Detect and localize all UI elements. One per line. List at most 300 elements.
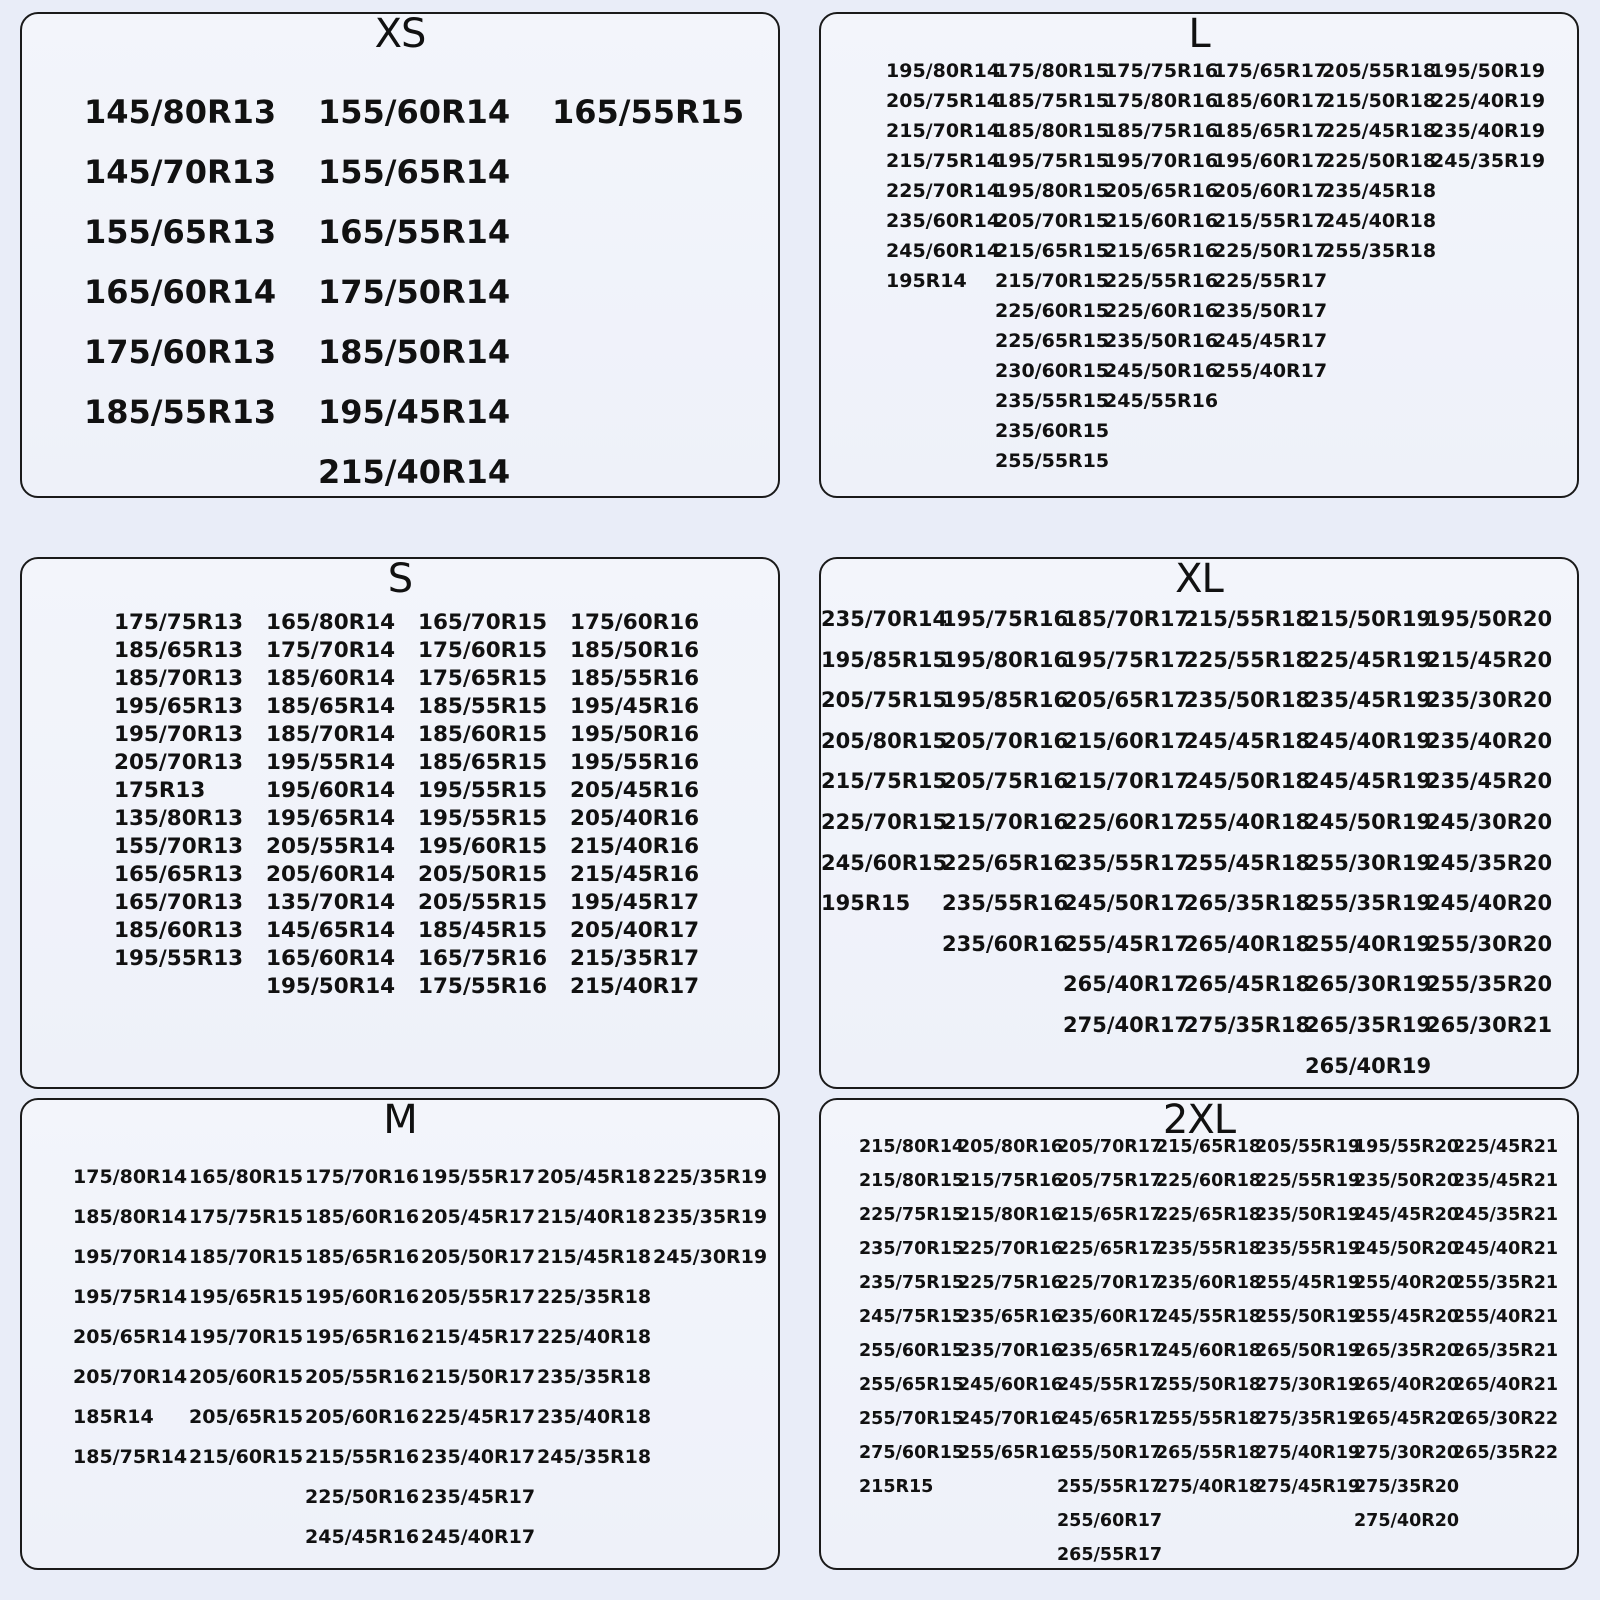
tire-size: 225/55R19: [1255, 1171, 1361, 1191]
tire-size: 245/60R18: [1156, 1341, 1262, 1361]
tire-size: 255/35R19: [1305, 891, 1432, 916]
tire-size: 215/45R16: [570, 862, 700, 887]
tire-size: 185/60R13: [114, 918, 244, 943]
tire-size: 195/65R14: [266, 806, 396, 831]
tire-size: 235/70R16: [958, 1341, 1064, 1361]
tire-size: 205/60R17: [1213, 180, 1328, 202]
size-column: [1431, 56, 1546, 476]
tire-size: 185/70R14: [266, 722, 396, 747]
tire-size: 225/75R15: [859, 1205, 965, 1225]
tire-size: 175/70R14: [266, 638, 396, 663]
tire-size: 245/50R20: [1354, 1239, 1460, 1259]
size-column: [305, 1157, 421, 1557]
tire-size: 185/65R15: [418, 750, 548, 775]
tire-size: 205/70R13: [114, 750, 244, 775]
tire-size: 195R15: [821, 891, 911, 916]
tire-size: 215/60R16: [1104, 210, 1219, 232]
tire-size: 205/55R17: [421, 1286, 536, 1308]
tire-size: 215/70R14: [886, 120, 1001, 142]
tire-size: 235/55R15: [995, 390, 1110, 412]
size-column: [114, 609, 266, 1001]
size-panel-m: [20, 1098, 780, 1570]
tire-size: 195/65R16: [305, 1326, 420, 1348]
size-column: [995, 56, 1110, 476]
tire-size: 225/60R18: [1156, 1171, 1262, 1191]
tire-size: 215/40R18: [537, 1206, 652, 1228]
tire-size: 245/60R16: [958, 1375, 1064, 1395]
tire-size: 275/40R17: [1063, 1012, 1190, 1037]
tire-size: 175/70R16: [305, 1166, 420, 1188]
tire-size: 235/35R19: [653, 1206, 768, 1228]
tire-size: 175/80R16: [1104, 90, 1219, 112]
tire-size: 275/35R19: [1255, 1409, 1361, 1429]
size-panel-s: [20, 557, 780, 1089]
tire-size: 265/35R20: [1354, 1341, 1460, 1361]
tire-size: 245/50R18: [1184, 769, 1311, 794]
tire-size: 235/60R16: [942, 931, 1069, 956]
tire-size: 205/45R17: [421, 1206, 536, 1228]
tire-size: 215/65R15: [995, 240, 1110, 262]
size-column: [886, 56, 1001, 476]
tire-size: 245/35R21: [1453, 1205, 1559, 1225]
size-column: [1213, 56, 1328, 476]
tire-size: 215/70R17: [1063, 769, 1190, 794]
tire-size: 255/50R18: [1156, 1375, 1262, 1395]
tire-size: 215/50R19: [1305, 607, 1432, 631]
tire-size: 245/50R17: [1063, 891, 1190, 916]
tire-size: 225/65R18: [1156, 1205, 1262, 1225]
tire-size: 195/50R20: [1426, 607, 1553, 631]
size-column: [570, 609, 722, 1001]
tire-size: 175/60R13: [84, 333, 277, 371]
tire-size: 235/60R17: [1057, 1307, 1163, 1327]
tire-size: 185/65R13: [114, 638, 244, 663]
size-column: [318, 82, 552, 498]
tire-size: 185/60R16: [305, 1206, 420, 1228]
panel-title: M: [383, 1098, 417, 1143]
tire-size: 255/40R21: [1453, 1307, 1559, 1327]
tire-size: 245/30R19: [653, 1246, 768, 1268]
tire-size: 255/40R20: [1354, 1273, 1460, 1293]
tire-size: 215/80R16: [958, 1205, 1064, 1225]
size-panel-xs: [20, 12, 780, 498]
tire-size: 245/60R14: [886, 240, 1001, 262]
tire-size: 185/65R17: [1213, 120, 1328, 142]
tire-size-list: [821, 599, 1553, 1086]
tire-size: 255/30R19: [1305, 850, 1432, 875]
tire-size: 245/70R16: [958, 1409, 1064, 1429]
tire-size: 235/65R16: [958, 1307, 1064, 1327]
tire-size: 225/40R19: [1431, 90, 1546, 112]
tire-size: 185/65R16: [305, 1246, 420, 1268]
tire-size: 155/65R13: [84, 213, 277, 251]
tire-size: 165/80R15: [189, 1166, 304, 1188]
tire-size: 235/60R18: [1156, 1273, 1262, 1293]
tire-size: 255/60R15: [859, 1341, 965, 1361]
tire-size: 215/75R14: [886, 150, 1001, 172]
tire-size: 245/45R18: [1184, 728, 1311, 753]
tire-size: 235/50R20: [1354, 1171, 1460, 1191]
tire-size: 265/40R19: [1305, 1053, 1432, 1078]
size-column: [942, 599, 1069, 1086]
tire-size: 255/45R20: [1354, 1307, 1460, 1327]
tire-size: 195/70R15: [189, 1326, 304, 1348]
tire-size-list: [73, 1157, 769, 1557]
tire-size: 235/35R18: [537, 1366, 652, 1388]
tire-size: 185/45R15: [418, 918, 548, 943]
tire-size: 165/70R13: [114, 890, 244, 915]
tire-size: 245/40R17: [421, 1526, 536, 1548]
tire-size: 265/35R19: [1305, 1012, 1432, 1037]
tire-size: 205/45R16: [570, 778, 700, 803]
tire-size: 225/70R15: [821, 809, 948, 834]
tire-size: 215/75R16: [958, 1171, 1064, 1191]
tire-size: 195/60R14: [266, 778, 396, 803]
tire-size: 175/75R15: [189, 1206, 304, 1228]
tire-size: 245/50R19: [1305, 809, 1432, 834]
tire-size: 245/35R19: [1431, 150, 1546, 172]
tire-size: 195/70R13: [114, 722, 244, 747]
tire-size: 185R14: [73, 1406, 154, 1428]
tire-size: 215/65R17: [1057, 1205, 1163, 1225]
tire-size: 205/65R14: [73, 1326, 188, 1348]
tire-size: 155/65R14: [318, 153, 511, 191]
tire-size: 195/75R15: [995, 150, 1110, 172]
tire-size: 245/55R16: [1104, 390, 1219, 412]
tire-size: 185/55R16: [570, 666, 700, 691]
tire-size: 195/50R16: [570, 722, 700, 747]
tire-size: 225/70R17: [1057, 1273, 1163, 1293]
tire-size: 215/70R15: [995, 270, 1110, 292]
tire-size: 205/55R18: [1322, 60, 1437, 82]
tire-size: 255/55R17: [1057, 1477, 1163, 1497]
tire-size: 255/50R19: [1255, 1307, 1361, 1327]
tire-size: 275/35R18: [1184, 1012, 1311, 1037]
tire-size: 255/30R20: [1426, 931, 1553, 956]
tire-size: 195/70R14: [73, 1246, 188, 1268]
tire-size: 245/50R16: [1104, 360, 1219, 382]
tire-size: 265/50R19: [1255, 1341, 1361, 1361]
tire-size: 225/75R16: [958, 1273, 1064, 1293]
tire-size: 245/30R20: [1426, 809, 1553, 834]
tire-size: 195/80R14: [886, 60, 1001, 82]
tire-size: 225/45R21: [1453, 1137, 1559, 1157]
size-column: [1156, 1130, 1262, 1570]
tire-size: 225/55R16: [1104, 270, 1219, 292]
size-column: [421, 1157, 537, 1557]
tire-size-list: [84, 82, 780, 498]
tire-size: 185/70R17: [1063, 607, 1190, 631]
tire-size: 225/65R16: [942, 850, 1069, 875]
tire-size: 255/70R15: [859, 1409, 965, 1429]
tire-size: 225/45R18: [1322, 120, 1437, 142]
tire-size: 245/55R18: [1156, 1307, 1262, 1327]
tire-size: 245/45R19: [1305, 769, 1432, 794]
tire-size: 265/55R18: [1156, 1443, 1262, 1463]
tire-size: 275/35R20: [1354, 1477, 1460, 1497]
tire-size: 225/55R17: [1213, 270, 1328, 292]
tire-size: 205/80R15: [821, 728, 948, 753]
tire-size: 235/45R21: [1453, 1171, 1559, 1191]
tire-size: 265/30R21: [1426, 1012, 1553, 1037]
tire-size: 215/40R17: [570, 974, 700, 999]
tire-size: 185/65R14: [266, 694, 396, 719]
tire-size: 185/55R13: [84, 393, 277, 431]
tire-size: 185/70R13: [114, 666, 244, 691]
tire-size: 185/80R15: [995, 120, 1110, 142]
tire-size: 195/80R15: [995, 180, 1110, 202]
tire-size: 195/65R13: [114, 694, 244, 719]
tire-size: 185/50R16: [570, 638, 700, 663]
tire-size: 215/60R15: [189, 1446, 304, 1468]
tire-size: 235/50R16: [1104, 330, 1219, 352]
tire-size: 225/60R17: [1063, 809, 1190, 834]
tire-size: 275/30R19: [1255, 1375, 1361, 1395]
tire-size: 205/40R17: [570, 918, 700, 943]
tire-size: 275/60R15: [859, 1443, 965, 1463]
tire-size: 245/45R20: [1354, 1205, 1460, 1225]
tire-size: 225/70R14: [886, 180, 1001, 202]
tire-size: 245/40R20: [1426, 891, 1553, 916]
tire-size: 275/40R19: [1255, 1443, 1361, 1463]
tire-size: 225/50R16: [305, 1486, 420, 1508]
size-panel-2xl: [819, 1098, 1579, 1570]
tire-size: 185/70R15: [189, 1246, 304, 1268]
tire-size: 265/30R22: [1453, 1409, 1559, 1429]
tire-size: 215/55R18: [1184, 607, 1311, 631]
tire-size: 265/45R20: [1354, 1409, 1460, 1429]
tire-size-list: [114, 609, 722, 1001]
size-panel-l: [819, 12, 1579, 498]
tire-size: 195/60R16: [305, 1286, 420, 1308]
tire-size: 205/65R17: [1063, 688, 1190, 713]
tire-size: 185/60R17: [1213, 90, 1328, 112]
tire-size: 215/40R16: [570, 834, 700, 859]
tire-size: 185/55R15: [418, 694, 548, 719]
tire-size: 195/55R17: [421, 1166, 536, 1188]
tire-size: 215/80R15: [859, 1171, 965, 1191]
tire-size: 225/65R15: [995, 330, 1110, 352]
tire-size: 235/45R17: [421, 1486, 536, 1508]
tire-size: 235/65R17: [1057, 1341, 1163, 1361]
tire-size: 225/55R18: [1184, 647, 1311, 672]
tire-size: 235/45R18: [1322, 180, 1437, 202]
tire-size: 265/40R21: [1453, 1375, 1559, 1395]
tire-size: 265/35R21: [1453, 1341, 1559, 1361]
tire-size: 185/60R14: [266, 666, 396, 691]
tire-size: 265/35R22: [1453, 1443, 1559, 1463]
tire-size: 255/35R18: [1322, 240, 1437, 262]
tire-size: 275/45R19: [1255, 1477, 1361, 1497]
tire-size: 195/55R16: [570, 750, 700, 775]
tire-size: 255/40R18: [1184, 809, 1311, 834]
size-column: [1305, 599, 1432, 1086]
tire-size: 175/80R15: [995, 60, 1110, 82]
tire-size: 205/75R14: [886, 90, 1001, 112]
tire-size: 245/55R17: [1057, 1375, 1163, 1395]
panel-title: L: [1188, 12, 1210, 57]
tire-size: 165/65R13: [114, 862, 244, 887]
tire-size: 195/85R16: [942, 688, 1069, 713]
tire-size: 255/55R15: [995, 450, 1110, 472]
tire-size: 245/45R17: [1213, 330, 1328, 352]
tire-size: 235/40R20: [1426, 728, 1553, 753]
size-column: [653, 1157, 769, 1557]
size-column: [1104, 56, 1219, 476]
tire-size: 265/45R18: [1184, 972, 1311, 997]
tire-size: 205/55R14: [266, 834, 396, 859]
tire-size: 195/80R16: [942, 647, 1069, 672]
tire-size: 205/75R17: [1057, 1171, 1163, 1191]
tire-size: 275/40R20: [1354, 1511, 1460, 1531]
tire-size: 225/45R19: [1305, 647, 1432, 672]
tire-size: 165/80R14: [266, 610, 396, 635]
tire-size-list: [886, 56, 1546, 476]
tire-size: 205/75R16: [942, 769, 1069, 794]
tire-size: 165/55R15: [552, 93, 745, 131]
tire-size: 230/60R15: [995, 360, 1110, 382]
size-column: [189, 1157, 305, 1557]
tire-size: 215/65R18: [1156, 1137, 1262, 1157]
tire-size: 245/60R15: [821, 850, 948, 875]
tire-size: 225/50R18: [1322, 150, 1437, 172]
tire-size: 175/60R15: [418, 638, 548, 663]
tire-size: 205/55R19: [1255, 1137, 1361, 1157]
panel-title: S: [387, 557, 413, 602]
size-column: [266, 609, 418, 1001]
tire-size: 175/80R14: [73, 1166, 188, 1188]
tire-size: 225/35R18: [537, 1286, 652, 1308]
tire-size: 245/65R17: [1057, 1409, 1163, 1429]
tire-size: 235/45R20: [1426, 769, 1553, 794]
tire-size: 225/70R16: [958, 1239, 1064, 1259]
tire-size: 165/55R14: [318, 213, 511, 251]
tire-size: 235/40R17: [421, 1446, 536, 1468]
tire-size: 185/75R14: [73, 1446, 188, 1468]
tire-size: 265/30R19: [1305, 972, 1432, 997]
size-column: [958, 1130, 1064, 1570]
size-column: [1426, 599, 1553, 1086]
tire-size: 155/60R14: [318, 93, 511, 131]
size-column: [84, 82, 318, 498]
tire-size: 175/75R16: [1104, 60, 1219, 82]
tire-size: 225/65R17: [1057, 1239, 1163, 1259]
tire-size-list: [859, 1130, 1559, 1570]
tire-size: 225/50R17: [1213, 240, 1328, 262]
tire-size: 175/65R17: [1213, 60, 1328, 82]
tire-size: 205/60R14: [266, 862, 396, 887]
size-column: [552, 82, 780, 498]
tire-size: 255/45R17: [1063, 931, 1190, 956]
size-column: [418, 609, 570, 1001]
tire-size: 205/50R17: [421, 1246, 536, 1268]
tire-size: 245/40R21: [1453, 1239, 1559, 1259]
tire-size: 245/35R18: [537, 1446, 652, 1468]
tire-size: 195/50R14: [266, 974, 396, 999]
tire-size: 225/35R19: [653, 1166, 768, 1188]
tire-size: 195/50R19: [1431, 60, 1546, 82]
tire-size: 215/40R14: [318, 453, 511, 491]
tire-size: 215/75R15: [821, 769, 948, 794]
tire-size: 175/65R15: [418, 666, 548, 691]
tire-size: 265/55R17: [1057, 1545, 1163, 1565]
tire-size: 175/60R16: [570, 610, 700, 635]
tire-size: 225/45R17: [421, 1406, 536, 1428]
tire-size: 195/45R14: [318, 393, 511, 431]
tire-size: 235/30R20: [1426, 688, 1553, 713]
tire-size: 235/75R15: [859, 1273, 965, 1293]
tire-size: 205/70R17: [1057, 1137, 1163, 1157]
tire-size: 195/75R17: [1063, 647, 1190, 672]
tire-size: 245/75R15: [859, 1307, 965, 1327]
tire-size: 215/50R18: [1322, 90, 1437, 112]
tire-size: 175/75R13: [114, 610, 244, 635]
tire-size: 195/45R17: [570, 890, 700, 915]
size-column: [1453, 1130, 1559, 1570]
tire-size: 155/70R13: [114, 834, 244, 859]
size-column: [1255, 1130, 1361, 1570]
tire-size: 235/50R17: [1213, 300, 1328, 322]
tire-size: 225/60R16: [1104, 300, 1219, 322]
tire-size: 275/30R20: [1354, 1443, 1460, 1463]
size-column: [1354, 1130, 1460, 1570]
size-column: [859, 1130, 965, 1570]
tire-size: 235/55R16: [942, 891, 1069, 916]
tire-size: 195/55R15: [418, 806, 548, 831]
tire-size: 235/50R18: [1184, 688, 1311, 713]
panel-title: 2XL: [1162, 1098, 1236, 1143]
tire-size: 195/55R20: [1354, 1137, 1460, 1157]
tire-size: 255/45R18: [1184, 850, 1311, 875]
tire-size: 235/55R18: [1156, 1239, 1262, 1259]
tire-size: 195/45R16: [570, 694, 700, 719]
tire-size: 185/80R14: [73, 1206, 188, 1228]
tire-size: 205/40R16: [570, 806, 700, 831]
size-panel-xl: [819, 557, 1579, 1089]
tire-size: 245/45R16: [305, 1526, 420, 1548]
tire-size: 255/40R17: [1213, 360, 1328, 382]
tire-size: 255/50R17: [1057, 1443, 1163, 1463]
tire-size: 195/85R15: [821, 647, 948, 672]
tire-size: 175/55R16: [418, 974, 548, 999]
size-column: [821, 599, 948, 1086]
tire-size: 215/65R16: [1104, 240, 1219, 262]
tire-size: 185/75R15: [995, 90, 1110, 112]
tire-size: 215/45R17: [421, 1326, 536, 1348]
tire-size: 195/75R14: [73, 1286, 188, 1308]
tire-size: 235/55R17: [1063, 850, 1190, 875]
panel-title: XL: [1175, 557, 1223, 602]
tire-size: 205/55R16: [305, 1366, 420, 1388]
size-column: [73, 1157, 189, 1557]
tire-size: 165/75R16: [418, 946, 548, 971]
tire-size: 195/75R16: [942, 607, 1069, 631]
tire-size: 195/55R14: [266, 750, 396, 775]
tire-size: 235/40R19: [1431, 120, 1546, 142]
tire-size: 145/70R13: [84, 153, 277, 191]
tire-size: 225/60R15: [995, 300, 1110, 322]
tire-size: 205/45R18: [537, 1166, 652, 1188]
tire-size: 235/60R14: [886, 210, 1001, 232]
tire-size: 255/40R19: [1305, 931, 1432, 956]
tire-size: 205/60R15: [189, 1366, 304, 1388]
tire-size: 205/70R15: [995, 210, 1110, 232]
tire-size: 195/55R13: [114, 946, 244, 971]
tire-size: 215/35R17: [570, 946, 700, 971]
tire-size: 205/70R16: [942, 728, 1069, 753]
tire-size: 185/60R15: [418, 722, 548, 747]
tire-size: 215/50R17: [421, 1366, 536, 1388]
